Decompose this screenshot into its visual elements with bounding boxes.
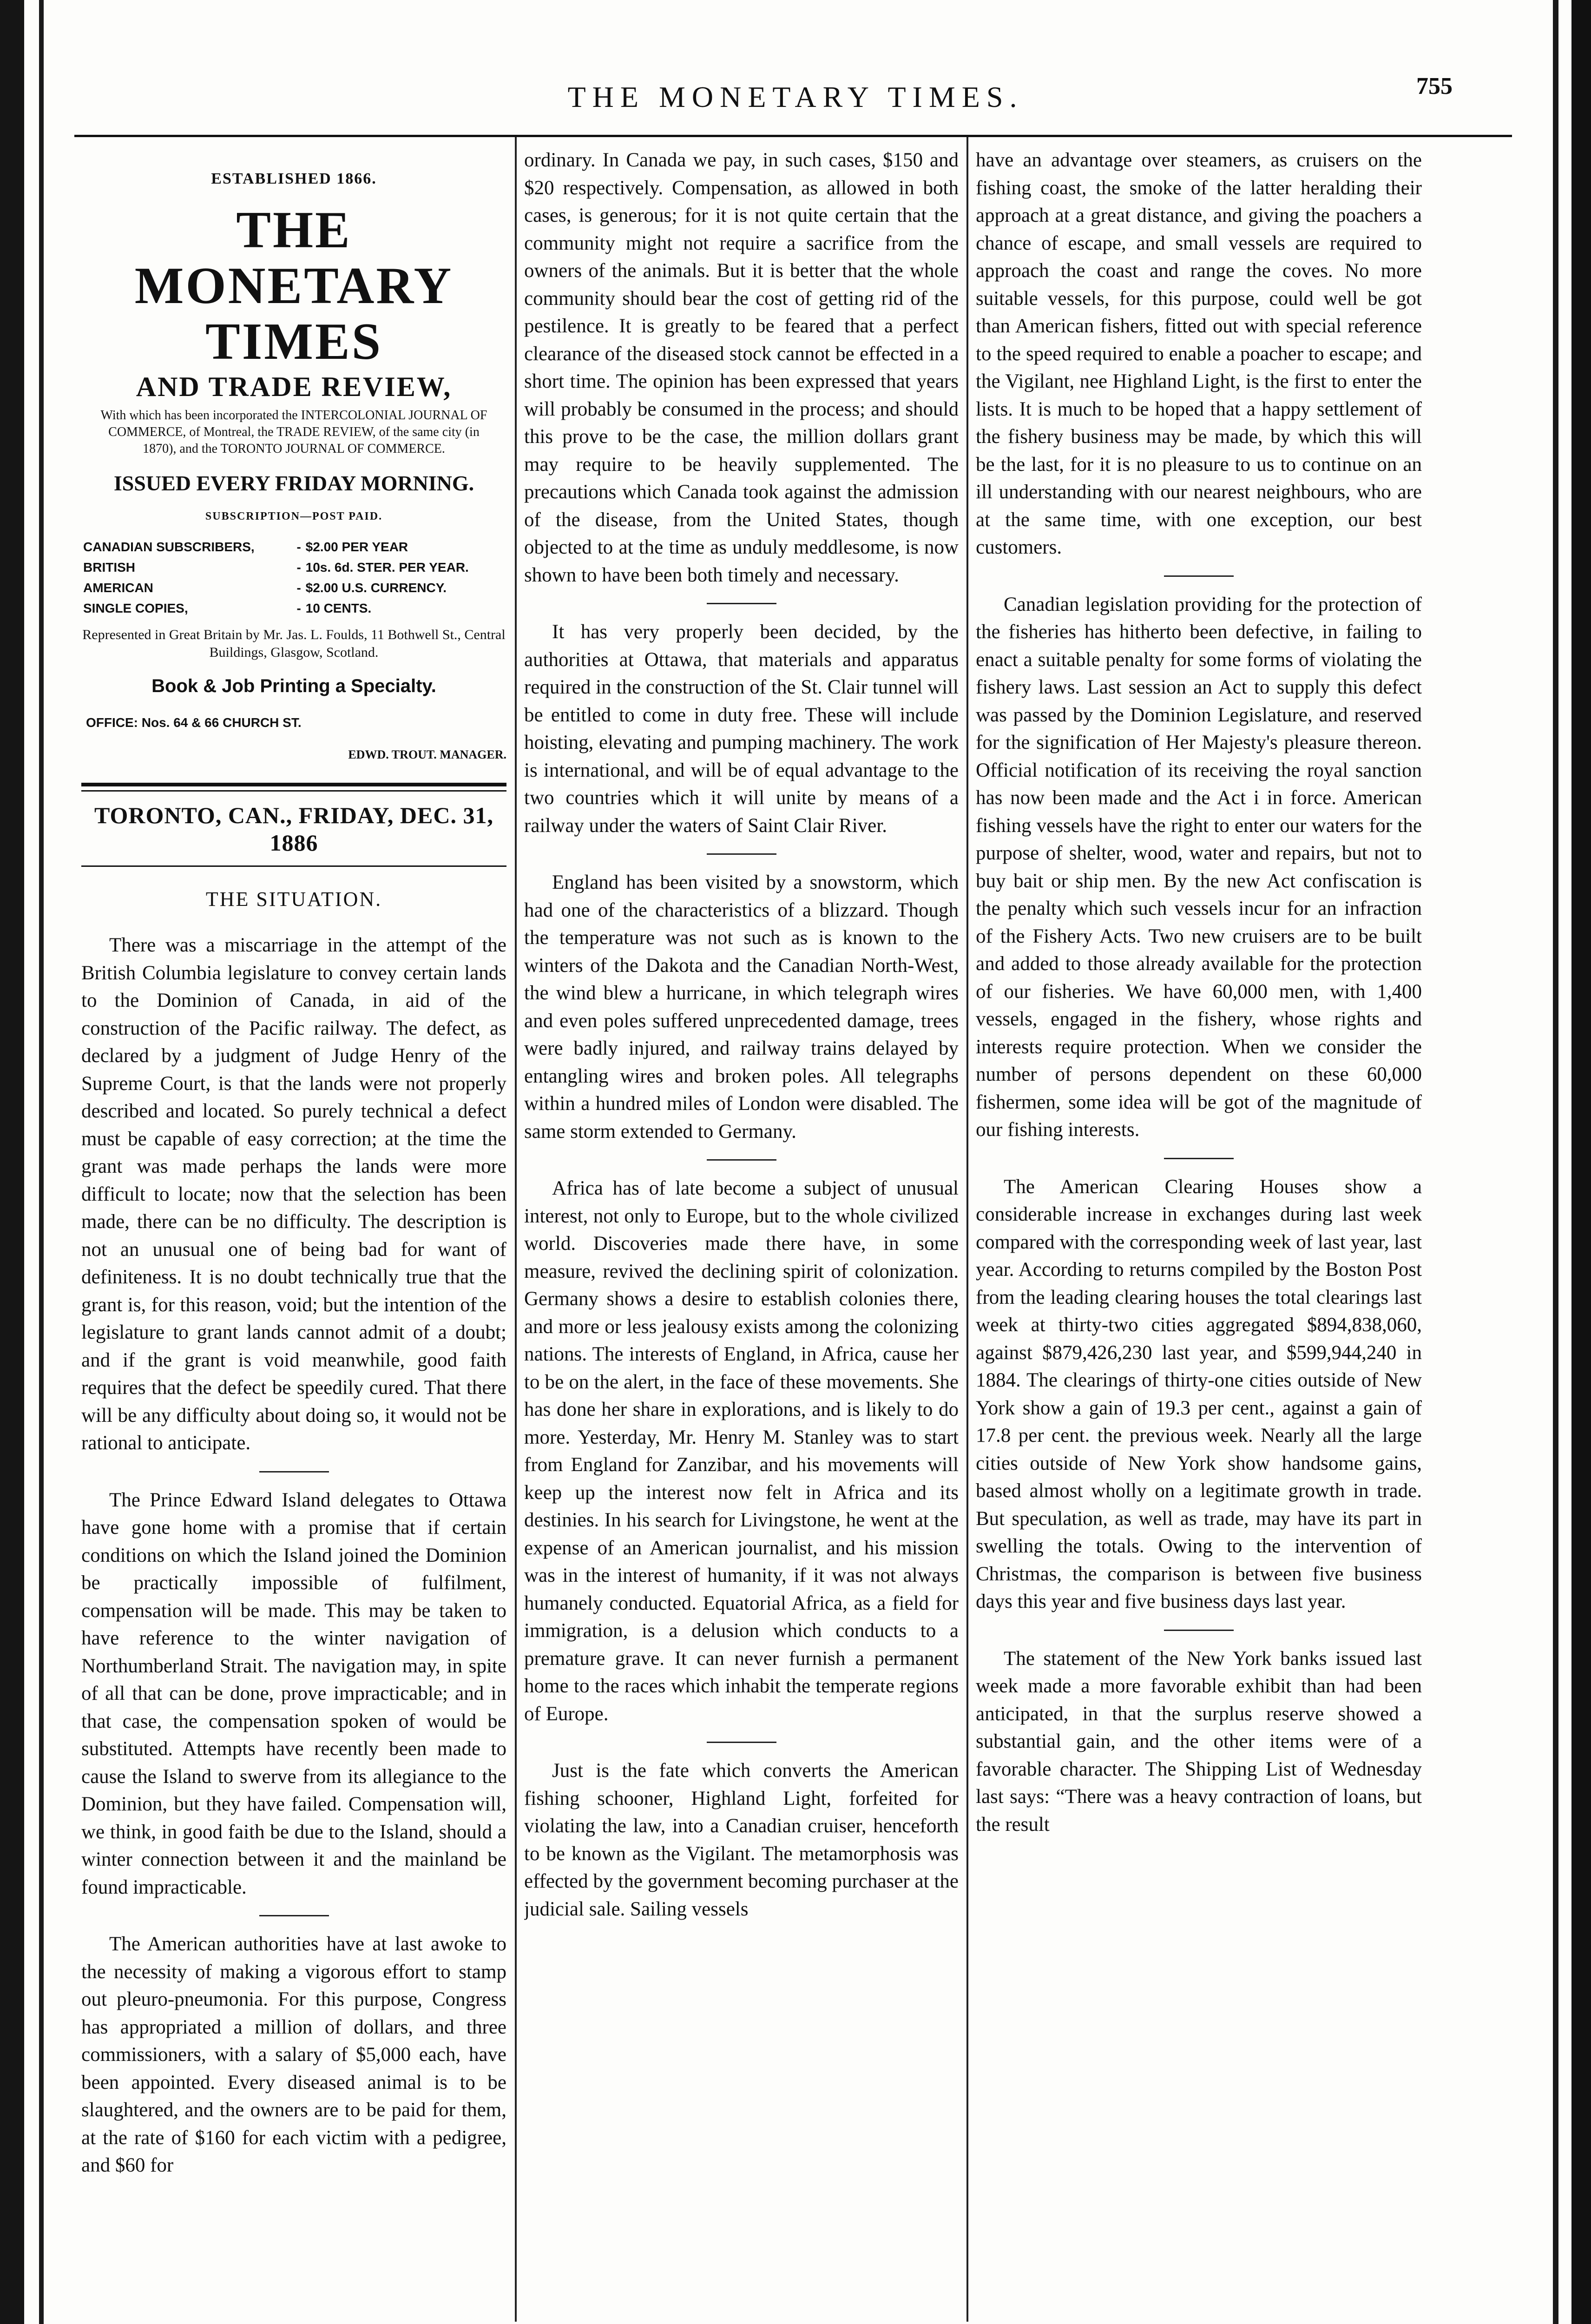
paragraph: The American Clearing Houses show a considerable increase in exchanges during last week compared with the corresponding week of last year, last year. According to returns compiled by the Boston Post from the leading clearing houses the total clearings last week at thirty-two cities aggregated $894,838,060, against $879,426,230 last year, and $599,944,240 in 1884. The clearings of thirty-one cities outside of New York show a gain of 19.3 per cent., against a gain of 17.8 per cent. the previous week. Nearly all the large cities outside of New York show handsome gains, based almost wholly on a legitimate growth in trade. But speculation, as well as trade, may have its part in swelling the totals. Owing to the intervention of Christmas, the comparison is between five business days this year and five business days last year. — [976, 1175, 1422, 1612]
paragraph: The statement of the New York banks issued last week made a more favorable exhibit than had been anticipated, in that the surplus reserve showed a substantial gain, and the other items were of a favorable character. The Shipping List of Wednesday last says: “There was a heavy contraction of loans, but the result — [976, 1647, 1422, 1835]
separator — [1164, 575, 1234, 577]
subscription-price: $2.00 U.S. CURRENCY. — [305, 581, 447, 595]
subscription-label: CANADIAN SUBSCRIBERS, — [83, 540, 255, 554]
paragraph: Canadian legislation providing for the protection of the fisheries has hitherto been defective, in failing to enact a suitable penalty for some forms of violating the fishery laws. Last session an Act to supply this defect was passed by the Dominion Legislature, and reserved for the signification of Her Majesty's pleasure thereon. Official notification of its receiving the royal sanction has now been made and the Act i in force. American fishing vessels have the right to enter our waters for the purpose of shelter, wood, water and repairs, but not to buy bait or ship men. By the new Act confiscation is the penalty which such vessels incur for an infraction of the Fishery Acts. Two new cruisers are to be built and added to those already available for the protection of our fisheries. We have 60,000 men, with 1,400 vessels, engaged in the fishery, whose rights and interests require protection. When we consider the number of persons dependent on these 60,000 fishermen, some idea will be got of the magnitude of our fishing interests. — [976, 593, 1422, 1141]
separator — [707, 853, 776, 855]
issue-schedule: ISSUED EVERY FRIDAY MORNING. — [113, 471, 474, 495]
scan-edge-left — [0, 0, 24, 2324]
column-rule — [515, 137, 517, 2322]
paragraph: ordinary. In Canada we pay, in such cases, $150 and $20 respectively. Compensation, as allowed in both cases, is generous; for it is not quite certain that the community might not require a sacrifice from the owners of the animals. But it is better that the whole community should bear the cost of getting rid of the pestilence. It is greatly to be feared that a perfect clearance of the diseased stock cannot be effected in a short time. The opinion has been expressed that years will probably be consumed in the process; and should this prove to be the case, the million dollars grant may require to be heavily supplemented. The precautions which Canada took against the admission of the disease, from the United States, though objected to at the time as unduly meddlesome, is now shown to have been both timely and necessary. — [524, 149, 959, 586]
masthead-subtitle: AND TRADE REVIEW, — [136, 371, 452, 402]
column-rule — [966, 137, 968, 2322]
paragraph: The Prince Edward Island delegates to Ottawa have gone home with a promise that if certain conditions on which the Island joined the Dominion be practically impossible of fulfilment, compensation will be made. This may be taken to have reference to the winter navigation of Northumberland Strait. The navigation may, in spite of all that can be done, prove impracticable; and in that case, the compensation spoken of would be substituted. Attempts have recently been made to cause the Island to swerve from its allegiance to the Dominion, but they have failed. Compensation will, we think, in good faith be due to the Island, should a winter connection between it and the mainland be found impracticable. — [81, 1489, 506, 1898]
dash: - — [296, 560, 301, 574]
subscription-label: SINGLE COPIES, — [83, 601, 188, 615]
masthead — [81, 165, 506, 769]
header-rule — [74, 135, 1512, 137]
book-job-printing: Book & Job Printing a Specialty. — [151, 676, 436, 696]
dash: - — [296, 540, 301, 554]
section-title: THE SITUATION. — [205, 887, 382, 911]
dateline-rule — [81, 865, 506, 867]
paragraph: England has been visited by a snowstorm, which had one of the characteristics of a blizzard. Though the temperature was not such as is known to the winters of the Dakota and the Canadian North-West, the wind blew a hurricane, in which telegraph wires and even poles suffered unprecedented damage, trees were badly injured, and railway trains delayed by entangling wires and broken poles. All telegraphs within a hundred miles of London were disabled. The same storm extended to Germany. — [524, 872, 959, 1142]
scan-edge-left-line — [39, 0, 44, 2324]
column-3 — [976, 146, 1422, 2312]
office-address: OFFICE: Nos. 64 & 66 CHURCH ST. — [86, 715, 302, 730]
separator — [707, 603, 776, 604]
masthead-rule-thin — [81, 790, 506, 792]
subscription-price: 10 CENTS. — [305, 601, 372, 615]
separator — [707, 1742, 776, 1743]
page-header-title: THE MONETARY TIMES. — [567, 80, 1024, 113]
paragraph: have an advantage over steamers, as cruisers on the fishing coast, the smoke of the latter heralding their approach at a great distance, and giving the poachers a chance of escape, and small vessels are required to approach the coast and range the coves. No more suitable vessels, for this purpose, could well be got than American fishers, fitted out with special reference to the speed required to enable a poacher to escape; and the Vigilant, nee Highland Light, is the first to enter the lists. It is much to be hoped that a happy settlement of the fishery business may be made, by which this will be the last, for it is no pleasure to us to continue on an ill understanding with our nearest neighbours, who are at the same time, with one exception, our best customers. — [976, 149, 1422, 558]
separator — [707, 1159, 776, 1161]
subscription-price: 10s. 6d. STER. PER YEAR. — [305, 560, 469, 574]
scan-edge-right — [1571, 0, 1591, 2324]
subscription-row — [81, 537, 506, 557]
manager-line: EDWD. TROUT. MANAGER. — [348, 748, 506, 761]
established-line: ESTABLISHED 1866. — [211, 170, 377, 187]
column-2 — [524, 146, 959, 2312]
subscription-row — [81, 557, 506, 578]
incorporation-note: With which has been incorporated the INTERCOLONIAL JOURNAL OF COMMERCE, of Montreal, the TRADE REVIEW, of the same city (in 1870), and the TORONTO JOURNAL OF COMMERCE. — [100, 408, 487, 456]
subscription-row — [81, 598, 506, 619]
scan-edge-right-line — [1553, 0, 1558, 2324]
column-1 — [81, 146, 506, 2312]
masthead-title: THE MONETARY TIMES — [134, 201, 454, 370]
page-number: 755 — [1416, 73, 1453, 99]
dash: - — [296, 601, 301, 615]
dash: - — [296, 581, 301, 595]
separator — [259, 1471, 329, 1472]
subscription-price: $2.00 PER YEAR — [305, 540, 408, 554]
subscription-label: BRITISH — [83, 560, 135, 574]
masthead-rule — [81, 783, 506, 786]
paragraph: Africa has of late become a subject of unusual interest, not only to Europe, but to the whole civilized world. Discoveries made there have, in some measure, revived the declining spirit of colonization. Germany shows a desire to establish colonies there, and more or less jealousy exists among the colonizing nations. The interests of England, in Africa, cause her to be on the alert, in the face of these movements. She has done her share in explorations, and is likely to do more. Yesterday, Mr. Henry M. Stanley was to start from England for Zanzibar, and his movements will keep up the interest now felt in Africa and its destinies. In his search for Livingstone, he went at the expense of an American journalist, and his mission was in the interest of humanity, if it was not always humanely conducted. Equatorial Africa, as a field for immigration, is a delusion which conducts to a premature grave. It can never furnish a permanent home to the races which inhabit the temperate regions of Europe. — [524, 1177, 959, 1725]
representative-note: Represented in Great Britain by Mr. Jas. L. Foulds, 11 Bothwell St., Central Buildings, Glasgow, Scotland. — [82, 627, 506, 660]
paragraph: There was a miscarriage in the attempt of the British Columbia legislature to convey certain lands to the Dominion of Canada, in aid of the construction of the Pacific railway. The defect, as declared by a judgment of Judge Henry of the Supreme Court, is that the lands were not properly described and located. So purely technical a defect must be capable of easy correction; at the time the grant was made perhaps the lands were more difficult to locate; now that the selection has been made, there can be no difficulty. The description is not an unusual one of being bad for want of definiteness. It is no doubt technically true that the grant is, for this reason, void; but the intention of the legislature to grant lands cannot admit of a doubt; and if the grant is void meanwhile, good faith requires that the defect be speedily cured. That there will be any difficulty about doing so, it would not be rational to anticipate. — [81, 934, 506, 1454]
subscription-label: AMERICAN — [83, 581, 153, 595]
paragraph: Just is the fate which converts the American fishing schooner, Highland Light, forfeited for violating the law, into a Canadian cruiser, henceforth to be known as the Vigilant. The metamorphosis was effected by the government becoming purchaser at the judicial sale. Sailing vessels — [524, 1760, 959, 1920]
subscription-header: SUBSCRIPTION—POST PAID. — [205, 510, 383, 522]
dateline: TORONTO, CAN., FRIDAY, DEC. 31, 1886 — [94, 802, 493, 856]
separator — [1164, 1158, 1234, 1159]
separator — [1164, 1630, 1234, 1631]
paragraph: The American authorities have at last awoke to the necessity of making a vigorous effort to stamp out pleuro-pneumonia. For this purpose, Congress has appropriated a million of dollars, and three commissioners, with a salary of $5,000 each, have been appointed. Every diseased animal is to be slaughtered, and the owners are to be paid for them, at the rate of $160 for each victim with a pedigree, and $60 for — [81, 1933, 506, 2176]
separator — [259, 1915, 329, 1916]
subscription-table — [81, 537, 506, 619]
paragraph: It has very properly been decided, by the authorities at Ottawa, that materials and apparatus required in the construction of the St. Clair tunnel will be entitled to come in duty free. These will include hoisting, elevating and pumping machinery. The work is international, and will be of equal advantage to the two countries which it will unite by means of a railway under the waters of Saint Clair River. — [524, 621, 959, 837]
subscription-row — [81, 578, 506, 598]
